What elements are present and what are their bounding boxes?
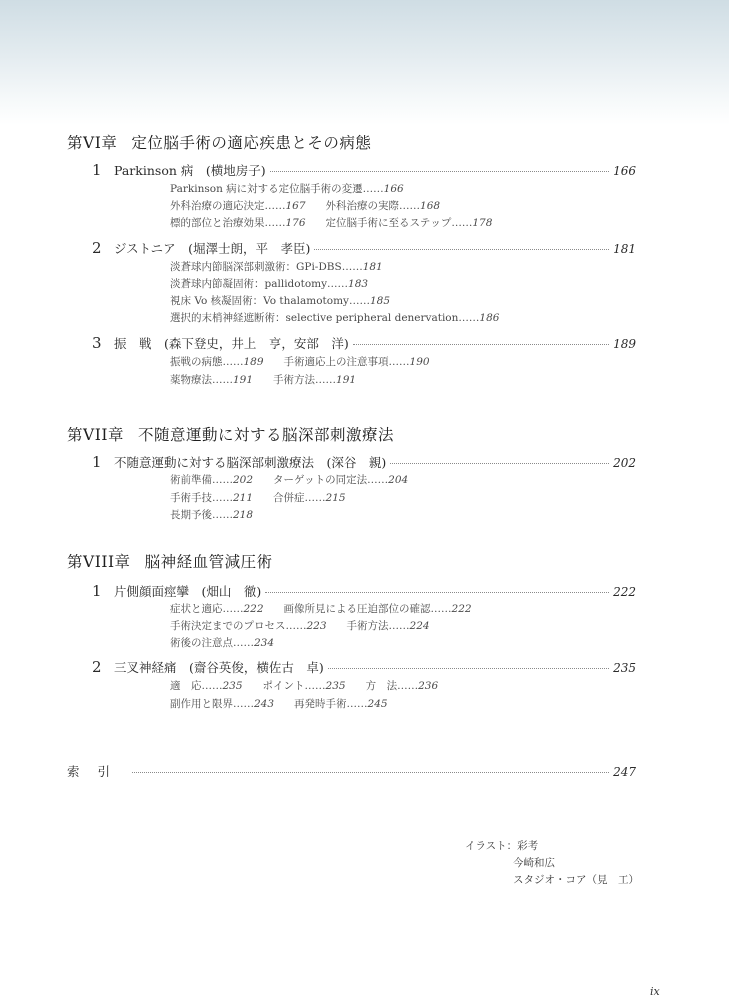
subitem: 長期予後	[170, 509, 212, 521]
section-title: 振 戦 (森下登史，井上 亨，安部 洋)	[114, 336, 349, 351]
subitem: 淡蒼球内節脳深部刺激術：GPi-DBS	[170, 261, 342, 273]
toc-index[interactable]	[67, 762, 636, 780]
subitem: ポイント	[262, 680, 305, 692]
subitem-page: 243	[254, 698, 275, 710]
toc-subline: 手術手技……211 合併症……215	[170, 492, 346, 504]
section-number: 2	[92, 658, 102, 676]
dot-leader	[314, 249, 609, 250]
section-title: Parkinson 病 (横地房子)	[114, 163, 266, 178]
chapter-heading	[67, 550, 273, 572]
subitem-page: 189	[243, 356, 264, 368]
subitem: 視床 Vo 核凝固術：Vo thalamotomy	[170, 295, 349, 307]
subitem: 標的部位と治療効果	[170, 217, 265, 229]
toc-subline: 外科治療の適応決定……167 外科治療の実際……168	[170, 200, 441, 212]
toc-subline: 症状と適応……222 画像所見による圧迫部位の確認……222	[170, 603, 472, 615]
section-number: 1	[92, 582, 102, 600]
toc-subline: 長期予後……218	[170, 509, 254, 521]
dot-leader	[390, 463, 609, 464]
subitem-page: 235	[325, 680, 346, 692]
subitem-page: 167	[285, 200, 306, 212]
subitem-page: 235	[222, 680, 243, 692]
chapter-title: 脳神経血管減圧術	[144, 553, 273, 571]
toc-subline: 淡蒼球内節凝固術：pallidotomy……183	[170, 278, 369, 290]
subitem-page: 178	[472, 217, 493, 229]
subitem: 定位脳手術に至るステップ	[325, 217, 452, 229]
chapter-title: 定位脳手術の適応疾患とその病態	[131, 134, 372, 152]
subitem: 外科治療の実際	[325, 200, 400, 212]
subitem-page: 183	[348, 278, 369, 290]
subitem: 薬物療法	[170, 374, 212, 386]
credit-line: 今崎和広	[513, 857, 555, 869]
subitem-page: 222	[451, 603, 472, 615]
toc-subline: 手術決定までのプロセス……223 手術方法……224	[170, 620, 430, 632]
section-title: ジストニア (堀澤士朗，平 孝臣)	[114, 241, 311, 256]
toc-subline: 術後の注意点……234	[170, 637, 275, 649]
illustration-credits	[465, 838, 639, 889]
subitem: 選択的末梢神経遮断術：selective peripheral denervation	[170, 312, 459, 324]
subitem: 振戦の病態	[170, 356, 223, 368]
toc-subline: 術前準備……202 ターゲットの同定法……204	[170, 474, 409, 486]
subitem-page: 204	[388, 474, 409, 486]
section-title: 片側顔面痙攣 (畑山 徹)	[114, 584, 262, 599]
toc-subline: 選択的末梢神経遮断術：selective peripheral denervation……186	[170, 312, 500, 324]
subitem: 症状と適応	[170, 603, 223, 615]
subitem: ターゲットの同定法	[273, 474, 368, 486]
toc-subline: 適 応……235 ポイント……235 方 法……236	[170, 680, 439, 692]
index-page: 247	[613, 765, 636, 779]
subitem: 外科治療の適応決定	[170, 200, 265, 212]
toc-subline: 標的部位と治療効果……176 定位脳手術に至るステップ……178	[170, 217, 493, 229]
subitem-page: 190	[409, 356, 430, 368]
toc-section[interactable]	[92, 453, 636, 471]
chapter-number: 第VIII章	[67, 553, 131, 571]
page-number: ix	[650, 985, 660, 998]
subitem: 副作用と限界	[170, 698, 233, 710]
toc-section[interactable]	[92, 334, 636, 352]
subitem-page: 166	[383, 183, 404, 195]
section-number: 2	[92, 239, 102, 257]
dot-leader	[265, 592, 609, 593]
subitem-page: 191	[336, 374, 357, 386]
subitem-page: 185	[369, 295, 391, 307]
subitem-page: 176	[285, 217, 306, 229]
subitem-page: 245	[367, 698, 388, 710]
subitem-page: 218	[233, 509, 254, 521]
subitem-page: 186	[479, 312, 500, 324]
subitem: 術前準備	[170, 474, 212, 486]
toc-subline: 振戦の病態……189 手術適応上の注意事項……190	[170, 356, 430, 368]
toc-subline: 副作用と限界……243 再発時手術……245	[170, 698, 388, 710]
toc-section[interactable]	[92, 582, 636, 600]
dot-leader	[353, 344, 609, 345]
subitem-page: 234	[254, 637, 275, 649]
toc-subline: 淡蒼球内節脳深部刺激術：GPi-DBS……181	[170, 261, 383, 273]
section-number: 1	[92, 453, 102, 471]
chapter-title: 不随意運動に対する脳深部刺激療法	[137, 426, 394, 444]
chapter-heading	[67, 423, 394, 445]
subitem: 手術手技	[170, 492, 212, 504]
section-title: 不随意運動に対する脳深部刺激療法 (深谷 親)	[114, 455, 387, 470]
subitem-page: 202	[233, 474, 254, 486]
subitem-page: 168	[420, 200, 441, 212]
subitem-page: 191	[233, 374, 254, 386]
toc-subline: 視床 Vo 核凝固術：Vo thalamotomy……185	[170, 295, 391, 307]
subitem-page: 224	[409, 620, 430, 632]
subitem: 再発時手術	[294, 698, 347, 710]
toc-section[interactable]	[92, 161, 636, 179]
subitem: 適 応	[170, 680, 202, 692]
subitem: 方 法	[365, 680, 398, 692]
section-page: 235	[613, 661, 636, 675]
section-title: 三叉神経痛 (齋谷英俊，横佐古 卓)	[114, 660, 324, 675]
subitem-page: 211	[233, 492, 254, 504]
subitem-page: 236	[418, 680, 439, 692]
toc-subline: 薬物療法……191 手術方法……191	[170, 374, 357, 386]
dot-leader	[328, 668, 609, 669]
subitem: 術後の注意点	[170, 637, 233, 649]
toc-section[interactable]	[92, 658, 636, 676]
section-page: 166	[613, 164, 636, 178]
subitem: 合併症	[273, 492, 305, 504]
subitem-page: 181	[362, 261, 383, 273]
section-number: 1	[92, 161, 102, 179]
subitem: Parkinson 病に対する定位脳手術の変遷	[170, 183, 363, 195]
section-page: 181	[613, 242, 636, 256]
chapter-number: 第VI章	[67, 134, 118, 152]
dot-leader	[132, 772, 609, 773]
chapter-number: 第VII章	[67, 426, 124, 444]
section-number: 3	[92, 334, 102, 352]
subitem: 手術決定までのプロセス	[170, 620, 286, 632]
subitem: 淡蒼球内節凝固術：pallidotomy	[170, 278, 328, 290]
credit-line: スタジオ・コア（見 工）	[513, 874, 639, 886]
index-label: 索引	[67, 764, 129, 779]
chapter-heading	[67, 131, 371, 153]
section-page: 189	[613, 337, 636, 351]
section-page: 202	[613, 456, 636, 470]
subitem: 画像所見による圧迫部位の確認	[283, 603, 431, 615]
subitem: 手術方法	[273, 374, 316, 386]
credit-line: イラスト：彩考	[465, 840, 539, 852]
subitem: 手術方法	[346, 620, 389, 632]
subitem-page: 223	[306, 620, 327, 632]
toc-section[interactable]	[92, 239, 636, 257]
subitem: 手術適応上の注意事項	[283, 356, 389, 368]
subitem-page: 215	[325, 492, 346, 504]
toc-subline: Parkinson 病に対する定位脳手術の変遷……166	[170, 183, 404, 195]
dot-leader	[270, 171, 609, 172]
subitem-page: 222	[243, 603, 264, 615]
section-page: 222	[613, 585, 636, 599]
